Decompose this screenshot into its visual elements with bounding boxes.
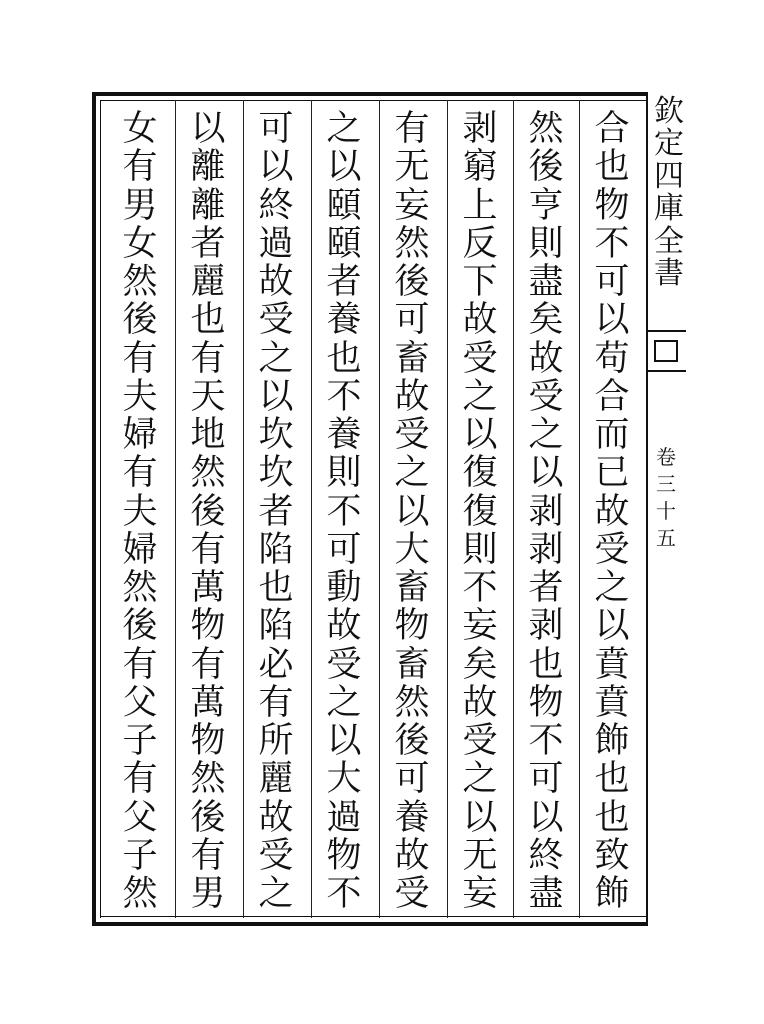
text-char: 受 (258, 300, 294, 341)
text-char: 復 (462, 453, 498, 494)
text-char: 受 (394, 415, 430, 455)
margin-book-title (648, 96, 690, 356)
text-char: 故 (394, 835, 430, 876)
text-char: 以 (594, 300, 630, 341)
text-char: 飾 (594, 721, 630, 761)
text-char: 以 (462, 415, 498, 455)
text-char: 反 (462, 223, 498, 264)
text-char: 則 (326, 453, 362, 494)
text-char: 合 (594, 376, 630, 417)
text-char: 矣 (462, 644, 498, 685)
frame-border-left-inner (100, 100, 101, 918)
text-column (110, 109, 170, 914)
text-char: 後 (528, 147, 564, 188)
text-char: 致 (594, 835, 630, 876)
text-char: 受 (258, 835, 294, 876)
column-divider (579, 100, 580, 918)
margin-title-char: 欽 (654, 94, 684, 129)
text-char: 飾 (594, 874, 630, 914)
text-char: 以 (594, 606, 630, 647)
text-char: 不 (326, 376, 362, 417)
text-char: 地 (190, 415, 226, 455)
text-char: 妄 (394, 185, 430, 226)
text-char: 剥 (528, 529, 564, 570)
text-char: 則 (462, 529, 498, 570)
text-char: 然 (122, 262, 158, 302)
text-char: 以 (326, 721, 362, 761)
text-char: 坎 (258, 453, 294, 494)
text-char: 父 (122, 682, 158, 723)
text-char: 頤 (326, 223, 362, 264)
text-char: 然 (394, 682, 430, 723)
text-char: 不 (594, 223, 630, 264)
text-char: 以 (462, 797, 498, 838)
text-char: 夫 (122, 491, 158, 532)
text-char: 也 (258, 568, 294, 608)
margin-title-char: 四 (654, 158, 684, 194)
text-char: 離 (190, 185, 226, 226)
text-char: 故 (528, 338, 564, 379)
column-divider (175, 100, 176, 918)
text-char: 然 (528, 109, 564, 149)
text-char: 受 (394, 874, 430, 914)
text-char: 也 (594, 759, 630, 800)
margin-volume-number (648, 444, 684, 552)
text-char: 以 (258, 376, 294, 417)
text-char: 天 (190, 376, 226, 417)
text-char: 可 (258, 109, 294, 149)
text-char: 已 (594, 453, 630, 494)
text-char: 故 (258, 262, 294, 302)
text-char: 婦 (122, 529, 158, 570)
text-char: 可 (528, 759, 564, 800)
text-char: 有 (122, 759, 158, 800)
text-char: 有 (122, 147, 158, 188)
text-char: 物 (326, 835, 362, 876)
column-divider (379, 100, 380, 918)
column-divider (243, 100, 244, 918)
text-column (582, 109, 642, 914)
text-char: 物 (394, 606, 430, 647)
text-char: 頤 (326, 185, 362, 226)
text-char: 以 (190, 109, 226, 149)
text-char: 後 (394, 262, 430, 302)
text-char: 大 (326, 759, 362, 800)
text-char: 之 (462, 759, 498, 800)
text-char: 然 (122, 874, 158, 914)
margin-volume-char: 三 (656, 472, 676, 496)
text-char: 可 (394, 300, 430, 341)
text-char: 終 (528, 835, 564, 876)
text-char: 則 (528, 223, 564, 264)
text-column (178, 109, 238, 914)
text-char: 物 (190, 721, 226, 761)
text-char: 有 (394, 109, 430, 149)
text-char: 故 (462, 682, 498, 723)
text-char: 之 (394, 453, 430, 494)
text-char: 後 (394, 721, 430, 761)
text-char: 賁 (594, 682, 630, 723)
margin-volume-char: 十 (656, 499, 676, 523)
text-char: 女 (122, 109, 158, 149)
text-char: 者 (190, 223, 226, 264)
column-divider (311, 100, 312, 918)
text-char: 復 (462, 491, 498, 532)
text-char: 合 (594, 109, 630, 149)
text-char: 之 (594, 568, 630, 608)
text-char: 大 (394, 529, 430, 570)
text-char: 之 (528, 415, 564, 455)
text-char: 離 (190, 147, 226, 188)
text-char: 者 (528, 568, 564, 608)
text-char: 下 (462, 262, 498, 302)
text-char: 坎 (258, 415, 294, 455)
text-char: 有 (258, 682, 294, 723)
text-char: 而 (594, 415, 630, 455)
text-column (382, 109, 442, 914)
frame-border-bottom-inner (100, 916, 648, 917)
text-char: 然 (190, 453, 226, 494)
text-char: 陷 (258, 529, 294, 570)
text-char: 畜 (394, 644, 430, 685)
text-char: 終 (258, 185, 294, 226)
text-char: 養 (326, 300, 362, 341)
text-char: 故 (258, 797, 294, 838)
text-char: 女 (122, 223, 158, 264)
text-column (450, 109, 510, 914)
text-char: 萬 (190, 568, 226, 608)
text-char: 物 (594, 185, 630, 226)
text-char: 不 (462, 568, 498, 608)
text-char: 有 (122, 338, 158, 379)
text-char: 然 (394, 223, 430, 264)
text-char: 有 (122, 644, 158, 685)
text-char: 後 (122, 606, 158, 647)
text-char: 盡 (528, 262, 564, 302)
text-char: 賁 (594, 644, 630, 685)
text-char: 後 (190, 491, 226, 532)
frame-border-bottom (92, 922, 648, 926)
text-char: 盡 (528, 874, 564, 914)
text-char: 受 (462, 721, 498, 761)
text-char: 受 (594, 529, 630, 570)
margin-title-char: 全 (654, 223, 684, 259)
text-char: 畜 (394, 568, 430, 608)
text-char: 窮 (462, 147, 498, 188)
text-char: 苟 (594, 338, 630, 379)
text-char: 者 (258, 491, 294, 532)
text-char: 男 (190, 874, 226, 914)
text-char: 之 (258, 338, 294, 379)
text-char: 陷 (258, 606, 294, 647)
text-char: 可 (394, 759, 430, 800)
text-char: 過 (326, 797, 362, 838)
text-char: 受 (462, 338, 498, 379)
text-char: 也 (594, 797, 630, 838)
text-char: 也 (594, 147, 630, 188)
text-char: 以 (528, 797, 564, 838)
text-char: 有 (190, 835, 226, 876)
text-char: 上 (462, 185, 498, 226)
text-char: 之 (258, 874, 294, 914)
text-char: 麗 (258, 759, 294, 800)
text-char: 後 (190, 797, 226, 838)
text-char: 不 (326, 874, 362, 914)
text-char: 父 (122, 797, 158, 838)
text-char: 畜 (394, 338, 430, 379)
text-char: 有 (190, 338, 226, 379)
text-char: 有 (190, 529, 226, 570)
text-char: 剥 (528, 491, 564, 532)
text-char: 然 (122, 568, 158, 608)
text-char: 以 (528, 453, 564, 494)
text-char: 物 (528, 682, 564, 723)
text-char: 之 (326, 682, 362, 723)
text-char: 无 (394, 147, 430, 188)
text-char: 之 (326, 109, 362, 149)
text-char: 矣 (528, 300, 564, 341)
text-char: 故 (394, 376, 430, 417)
text-char: 後 (122, 300, 158, 341)
margin-volume-char: 五 (656, 526, 676, 550)
text-char: 物 (190, 606, 226, 647)
column-divider (447, 100, 448, 918)
fish-tail-mark-icon (646, 330, 686, 372)
frame-border-top-inner (100, 100, 648, 101)
text-char: 受 (326, 644, 362, 685)
text-char: 妄 (462, 874, 498, 914)
frame-border-top (92, 92, 648, 96)
text-char: 受 (528, 376, 564, 417)
text-char: 有 (190, 644, 226, 685)
text-char: 然 (190, 759, 226, 800)
column-divider (513, 100, 514, 918)
margin-title-char: 庫 (654, 191, 684, 227)
text-column (246, 109, 306, 914)
text-char: 男 (122, 185, 158, 226)
text-char: 也 (326, 338, 362, 379)
text-char: 故 (594, 491, 630, 532)
text-char: 亨 (528, 185, 564, 226)
margin-title-char: 定 (654, 126, 684, 162)
text-column (516, 109, 576, 914)
text-char: 故 (326, 606, 362, 647)
text-char: 可 (594, 262, 630, 302)
text-char: 動 (326, 568, 362, 608)
text-char: 剥 (528, 606, 564, 647)
frame-border-left (92, 92, 96, 926)
text-char: 妄 (462, 606, 498, 647)
text-char: 也 (528, 644, 564, 685)
text-char: 子 (122, 835, 158, 876)
text-char: 故 (462, 300, 498, 341)
text-char: 也 (190, 300, 226, 341)
text-char: 以 (258, 147, 294, 188)
text-char: 婦 (122, 415, 158, 455)
text-char: 養 (394, 797, 430, 838)
text-char: 必 (258, 644, 294, 685)
text-column (314, 109, 374, 914)
text-char: 養 (326, 415, 362, 455)
text-char: 以 (394, 491, 430, 532)
text-char: 夫 (122, 376, 158, 417)
text-char: 可 (326, 529, 362, 570)
text-char: 不 (326, 491, 362, 532)
text-char: 剥 (462, 109, 498, 149)
text-char: 不 (528, 721, 564, 761)
margin-title-char: 書 (654, 255, 684, 291)
text-char: 之 (462, 376, 498, 417)
text-char: 以 (326, 147, 362, 188)
text-char: 无 (462, 835, 498, 876)
text-char: 者 (326, 262, 362, 302)
text-char: 萬 (190, 682, 226, 723)
margin-volume-char: 卷 (656, 445, 676, 469)
text-char: 麗 (190, 262, 226, 302)
text-char: 有 (122, 453, 158, 494)
text-char: 子 (122, 721, 158, 761)
text-char: 所 (258, 721, 294, 761)
text-char: 過 (258, 223, 294, 264)
